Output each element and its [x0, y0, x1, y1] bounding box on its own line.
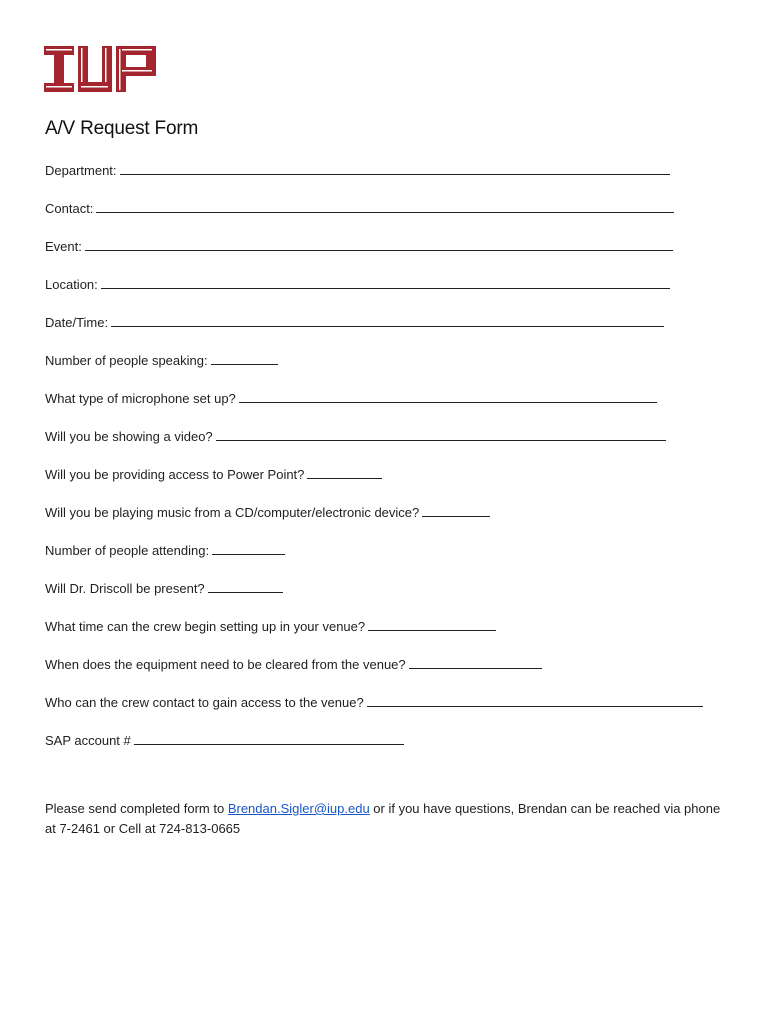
- video-blank[interactable]: [216, 428, 666, 441]
- field-contact: [45, 200, 674, 217]
- field-label: Will you be playing music from a CD/computer/electronic device?: [45, 505, 420, 520]
- field-label: Event:: [45, 239, 82, 254]
- field-video: [45, 428, 666, 445]
- field-microphone: [45, 390, 657, 407]
- email-link[interactable]: Brendan.Sigler@iup.edu: [227, 801, 370, 816]
- event-blank[interactable]: [85, 238, 673, 251]
- field-sap-account: [45, 732, 404, 749]
- field-label: Department:: [45, 163, 117, 178]
- location-blank[interactable]: [101, 276, 670, 289]
- people-attending-blank[interactable]: [212, 542, 285, 555]
- field-driscoll-present: [45, 580, 283, 597]
- driscoll-present-blank[interactable]: [208, 580, 283, 593]
- field-label: Date/Time:: [45, 315, 109, 330]
- date-time-blank[interactable]: [111, 314, 664, 327]
- field-label: Contact:: [45, 201, 94, 216]
- iup-logo-mark: [44, 46, 156, 92]
- field-label: Location:: [45, 277, 98, 292]
- field-people-attending: [45, 542, 285, 559]
- field-department: [45, 162, 670, 179]
- logo-text: [44, 92, 45, 93]
- footer-text-before: Please send completed form to: [45, 801, 228, 816]
- venue-contact-blank[interactable]: [367, 694, 703, 707]
- field-label: Who can the crew contact to gain access to the venue?: [45, 695, 364, 710]
- footer-text-after: or if you have questions, Brendan can be reached via phone at 7-2461 or Cell at 724-813-0665: [45, 801, 721, 836]
- field-label: Will Dr. Driscoll be present?: [45, 581, 205, 596]
- field-label: What type of microphone set up?: [45, 391, 236, 406]
- field-clear-time: [45, 656, 542, 673]
- power-point-blank[interactable]: [307, 466, 382, 479]
- field-people-speaking: [45, 352, 278, 369]
- field-label: Number of people attending:: [45, 543, 210, 558]
- music-blank[interactable]: [422, 504, 490, 517]
- field-label: SAP account #: [45, 733, 131, 748]
- contact-blank[interactable]: [96, 200, 674, 213]
- field-setup-time: [45, 618, 496, 635]
- field-label: What time can the crew begin setting up in your venue?: [45, 619, 366, 634]
- submission-instructions: [45, 799, 725, 839]
- sap-account-blank[interactable]: [134, 732, 404, 745]
- field-venue-contact: [45, 694, 703, 711]
- field-label: Will you be showing a video?: [45, 429, 213, 444]
- setup-time-blank[interactable]: [368, 618, 496, 631]
- field-label: Number of people speaking:: [45, 353, 208, 368]
- microphone-blank[interactable]: [239, 390, 657, 403]
- field-date-time: [45, 314, 664, 331]
- field-label: Will you be providing access to Power Point?: [45, 467, 305, 482]
- department-blank[interactable]: [120, 162, 670, 175]
- field-event: [45, 238, 673, 255]
- field-label: When does the equipment need to be cleared from the venue?: [45, 657, 406, 672]
- field-power-point: [45, 466, 382, 483]
- clear-time-blank[interactable]: [409, 656, 542, 669]
- field-location: [45, 276, 670, 293]
- page-title: A/V Request Form: [45, 118, 199, 139]
- iup-logo: [44, 46, 156, 92]
- field-music: [45, 504, 490, 521]
- people-speaking-blank[interactable]: [211, 352, 278, 365]
